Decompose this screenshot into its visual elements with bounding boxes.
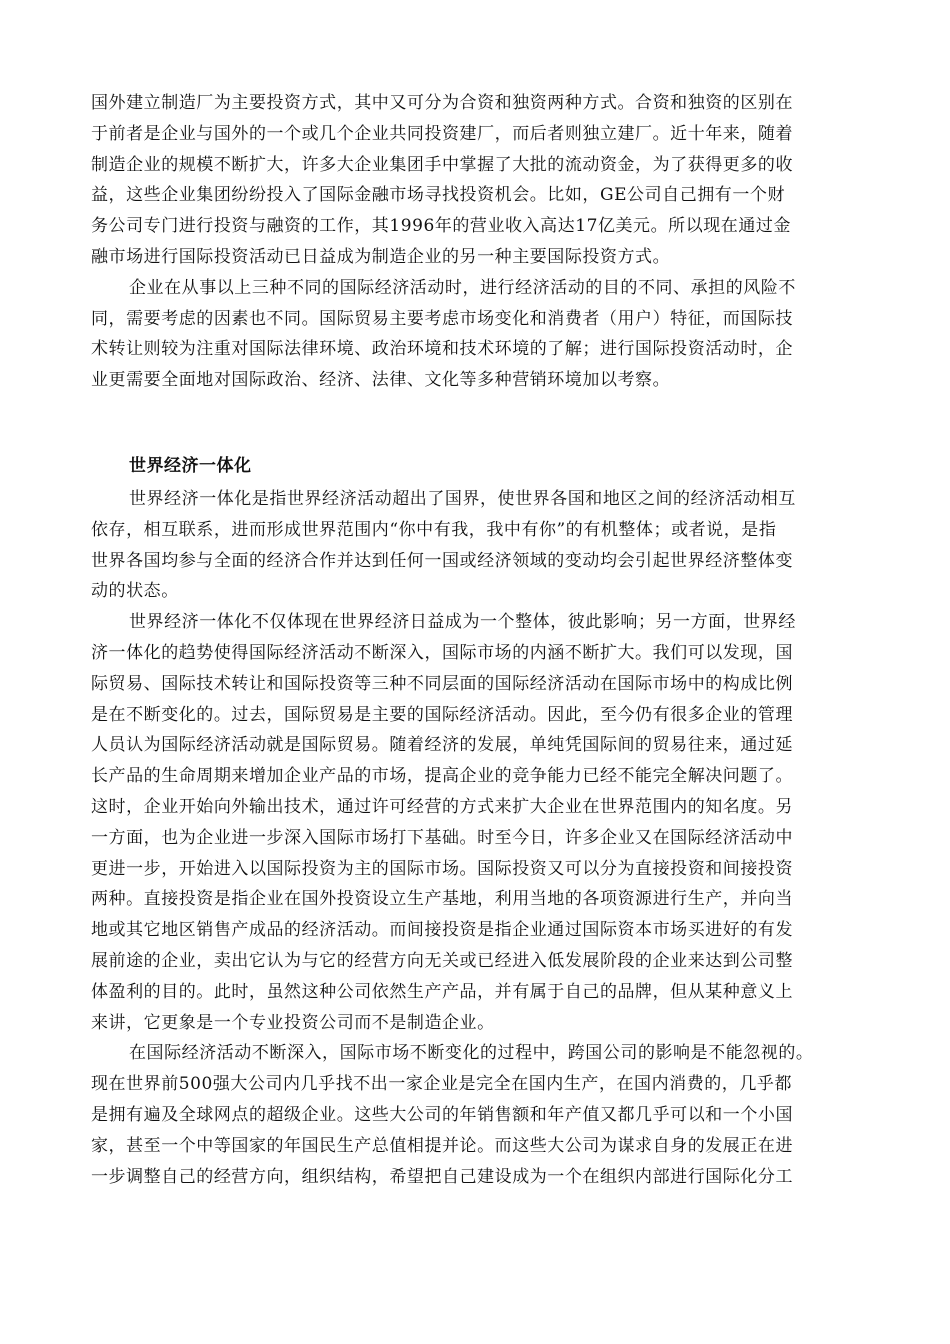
- text-line: 企业在从事以上三种不同的国际经济活动时，进行经济活动的目的不同、承担的风险不: [129, 277, 796, 298]
- text-line: 世界各国均参与全面的经济合作并达到任何一国或经济领域的变动均会引起世界经济整体变: [91, 550, 793, 571]
- text-line: 国外建立制造厂为主要投资方式，其中又可分为合资和独资两种方式。合资和独资的区别在: [91, 93, 793, 113]
- text-line: 于前者是企业与国外的一个或几个企业共同投资建厂，而后者则独立建厂。近十年来，随着: [91, 123, 793, 144]
- text-line: 两种。直接投资是指企业在国外投资设立生产基地，利用当地的各项资源进行生产，并向当: [91, 889, 793, 910]
- text-line: 是拥有遍及全球网点的超级企业。这些大公司的年销售额和年产值又都几乎可以和一个小国: [91, 1104, 793, 1125]
- text-line: 济一体化的趋势使得国际经济活动不断深入，国际市场的内涵不断扩大。我们可以发现，国: [91, 642, 793, 663]
- text-line: 业更需要全面地对国际政治、经济、法律、文化等多种营销环境加以考察。: [91, 370, 671, 391]
- text-line: 展前途的企业，卖出它认为与它的经营方向无关或已经进入低发展阶段的企业来达到公司整: [91, 950, 793, 971]
- section-heading: 世界经济一体化: [129, 456, 252, 476]
- text-block-integration: [91, 484, 861, 1192]
- text-line: 益，这些企业集团纷纷投入了国际金融市场寻找投资机会。比如，GE公司自己拥有一个财: [91, 185, 785, 206]
- text-line: 是在不断变化的。过去，国际贸易是主要的国际经济活动。因此，至今仍有很多企业的管理: [91, 704, 793, 725]
- text-line: 融市场进行国际投资活动已日益成为制造企业的另一种主要国际投资方式。: [91, 246, 671, 267]
- text-line: 同，需要考虑的因素也不同。国际贸易主要考虑市场变化和消费者（用户）特征，而国际技: [91, 308, 793, 329]
- text-line: 在国际经济活动不断深入，国际市场不断变化的过程中，跨国公司的影响是不能忽视的。: [129, 1043, 814, 1064]
- text-line: 长产品的生命周期来增加企业产品的市场，提高企业的竞争能力已经不能完全解决问题了。: [91, 766, 793, 787]
- text-line: 世界经济一体化是指世界经济活动超出了国界，使世界各国和地区之间的经济活动相互: [129, 489, 796, 509]
- text-line: 家，甚至一个中等国家的年国民生产总值相提并论。而这些大公司为谋求自身的发展正在进: [91, 1135, 793, 1156]
- text-line: 术转让则较为注重对国际法律环境、政治环境和技术环境的了解；进行国际投资活动时，企: [91, 339, 793, 360]
- text-line: 地或其它地区销售产成品的经济活动。而间接投资是指企业通过国际资本市场买进好的有发: [91, 920, 793, 941]
- text-line: 一步调整自己的经营方向，组织结构，希望把自己建设成为一个在组织内部进行国际化分工: [91, 1166, 793, 1187]
- text-line: 更进一步，开始进入以国际投资为主的国际市场。国际投资又可以分为直接投资和间接投资: [91, 858, 793, 879]
- text-line: 这时，企业开始向外输出技术，通过许可经营的方式来扩大企业在世界范围内的知名度。另: [91, 796, 793, 817]
- text-line: 际贸易、国际技术转让和国际投资等三种不同层面的国际经济活动在国际市场中的构成比例: [91, 673, 793, 694]
- text-line: 动的状态。: [91, 581, 179, 602]
- text-line: 世界经济一体化不仅体现在世界经济日益成为一个整体，彼此影响；另一方面，世界经: [129, 612, 796, 633]
- text-line: 来讲，它更象是一个专业投资公司而不是制造企业。: [91, 1012, 495, 1033]
- text-line: 务公司专门进行投资与融资的工作，其1996年的营业收入高达17亿美元。所以现在通过金: [91, 216, 791, 237]
- text-line: 一方面，也为企业进一步深入国际市场打下基础。时至今日，许多企业又在国际经济活动中: [91, 827, 793, 848]
- text-line: 体盈利的目的。此时，虽然这种公司依然生产产品，并有属于自己的品牌，但从某种意义上: [91, 981, 793, 1002]
- text-line: 依存，相互联系，进而形成世界范围内“你中有我，我中有你”的有机整体；或者说，是指: [91, 519, 777, 540]
- text-line: 制造企业的规模不断扩大，许多大企业集团手中掌握了大批的流动资金，为了获得更多的收: [91, 154, 793, 175]
- text-line: 人员认为国际经济活动就是国际贸易。随着经济的发展，单纯凭国际间的贸易往来，通过延: [91, 735, 793, 756]
- text-block-intro: [91, 88, 861, 396]
- text-line: 现在世界前500强大公司内几乎找不出一家企业是完全在国内生产，在国内消费的，几乎都: [91, 1074, 792, 1095]
